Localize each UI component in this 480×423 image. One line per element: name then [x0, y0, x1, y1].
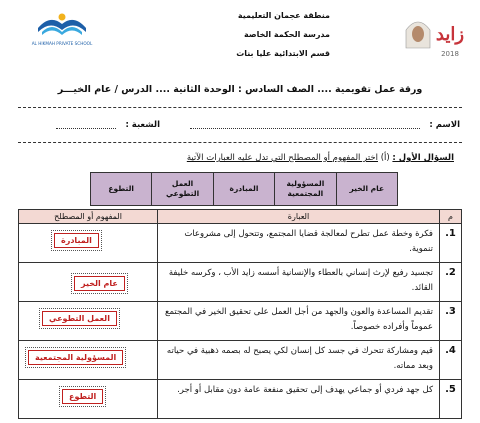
table-row	[19, 224, 461, 263]
logo-books-icon	[38, 14, 86, 36]
section-label: الشعبة :	[125, 120, 160, 130]
answer-field[interactable]	[71, 273, 128, 294]
header-line-district: منطقة عجمان التعليمية	[237, 11, 330, 20]
portrait-icon	[406, 22, 430, 48]
row-phrase: فكرة وخطة عمل تطرح لمعالجة قضايا المجتمع، وتتحول إلى مشروعات تنموية.	[157, 224, 439, 262]
row-number: 2.	[439, 263, 461, 301]
word-bank-item[interactable]: عام الخير	[336, 173, 397, 205]
answer-cell	[19, 263, 157, 301]
word-bank-item[interactable]: المسؤولية المجتمعية	[274, 173, 335, 205]
word-bank-item[interactable]: المبادرة	[213, 173, 274, 205]
logo-school-name: AL HIKMAH PRIVATE SCHOOL	[31, 41, 93, 46]
name-label: الاسم :	[429, 120, 460, 130]
row-phrase: كل جهد فردي أو جماعي يهدف إلى تحقيق منفعة عامة دون مقابل أو أجر.	[157, 380, 439, 419]
answer-tag[interactable]: عام الخير	[74, 276, 125, 291]
row-phrase: تقديم المساعدة والعون والجهد من أجل العمل على تحقيق الخير في المجتمع عموماً وأفراده خصوصاً.	[157, 302, 439, 340]
header-line-department: قسم الابتدائية عليا بنات	[236, 49, 330, 58]
row-number: 3.	[439, 302, 461, 340]
answer-cell	[19, 341, 157, 379]
question-label: السؤال الأول :	[392, 153, 454, 163]
answer-tag[interactable]: المبادرة	[54, 233, 99, 248]
student-info-row	[20, 118, 460, 136]
answer-tag[interactable]: العمل التطوعي	[42, 311, 117, 326]
word-bank	[90, 172, 398, 206]
header-line-school: مدرسة الحكمة الخاصة	[244, 30, 330, 39]
divider-top	[18, 107, 462, 108]
answer-field[interactable]	[59, 386, 106, 407]
school-header	[150, 6, 330, 63]
word-bank-item[interactable]: التطوع	[91, 173, 151, 205]
question-heading	[187, 153, 454, 163]
school-logo	[16, 8, 108, 50]
logo-year: 2018	[441, 50, 459, 58]
answer-tag[interactable]: التطوع	[62, 389, 103, 404]
question-part: (أ)	[380, 153, 390, 163]
row-number: 5.	[439, 380, 461, 419]
answer-cell	[19, 380, 157, 419]
table-row	[19, 380, 461, 419]
answer-cell	[19, 302, 157, 340]
table-row	[19, 302, 461, 341]
header-phrase: العبارة	[157, 210, 439, 223]
row-phrase: قيم ومشاركة تتحرك في جسد كل إنسان لكي يصبح له بصمه ذهبية في حياته وبعد مماته.	[157, 341, 439, 379]
matching-table	[18, 209, 462, 419]
answer-field[interactable]	[39, 308, 120, 329]
header-number: م	[439, 210, 461, 223]
row-number: 1.	[439, 224, 461, 262]
question-text: اختر المفهوم أو المصطلح التي تدل عليه العبارات الآتية	[186, 153, 378, 163]
divider-bottom	[18, 142, 462, 143]
section-field[interactable]	[56, 128, 116, 129]
answer-tag[interactable]: المسؤولية المجتمعية	[28, 350, 123, 365]
table-row	[19, 341, 461, 380]
year-of-zayed-logo	[400, 4, 472, 64]
row-phrase: تجسيد رفيع لإرث إنساني بالعطاء والإنسانية أسسه زايد الأب ، وكرسه خليفة القائد.	[157, 263, 439, 301]
table-header-row	[19, 210, 461, 224]
row-number: 4.	[439, 341, 461, 379]
answer-field[interactable]	[51, 230, 102, 251]
word-bank-item[interactable]: العمل التطوعي	[151, 173, 212, 205]
logo-word: زايد	[435, 24, 465, 45]
table-row	[19, 263, 461, 302]
name-field[interactable]	[190, 128, 420, 129]
answer-field[interactable]	[25, 347, 126, 368]
header-answer: المفهوم أو المصطلح	[54, 212, 122, 221]
worksheet-title: ورقة عمل تقويمية .... الصف السادس : الوحدة الثانية .... الدرس / عام الخيـــر	[57, 84, 423, 95]
answer-cell	[19, 224, 157, 262]
